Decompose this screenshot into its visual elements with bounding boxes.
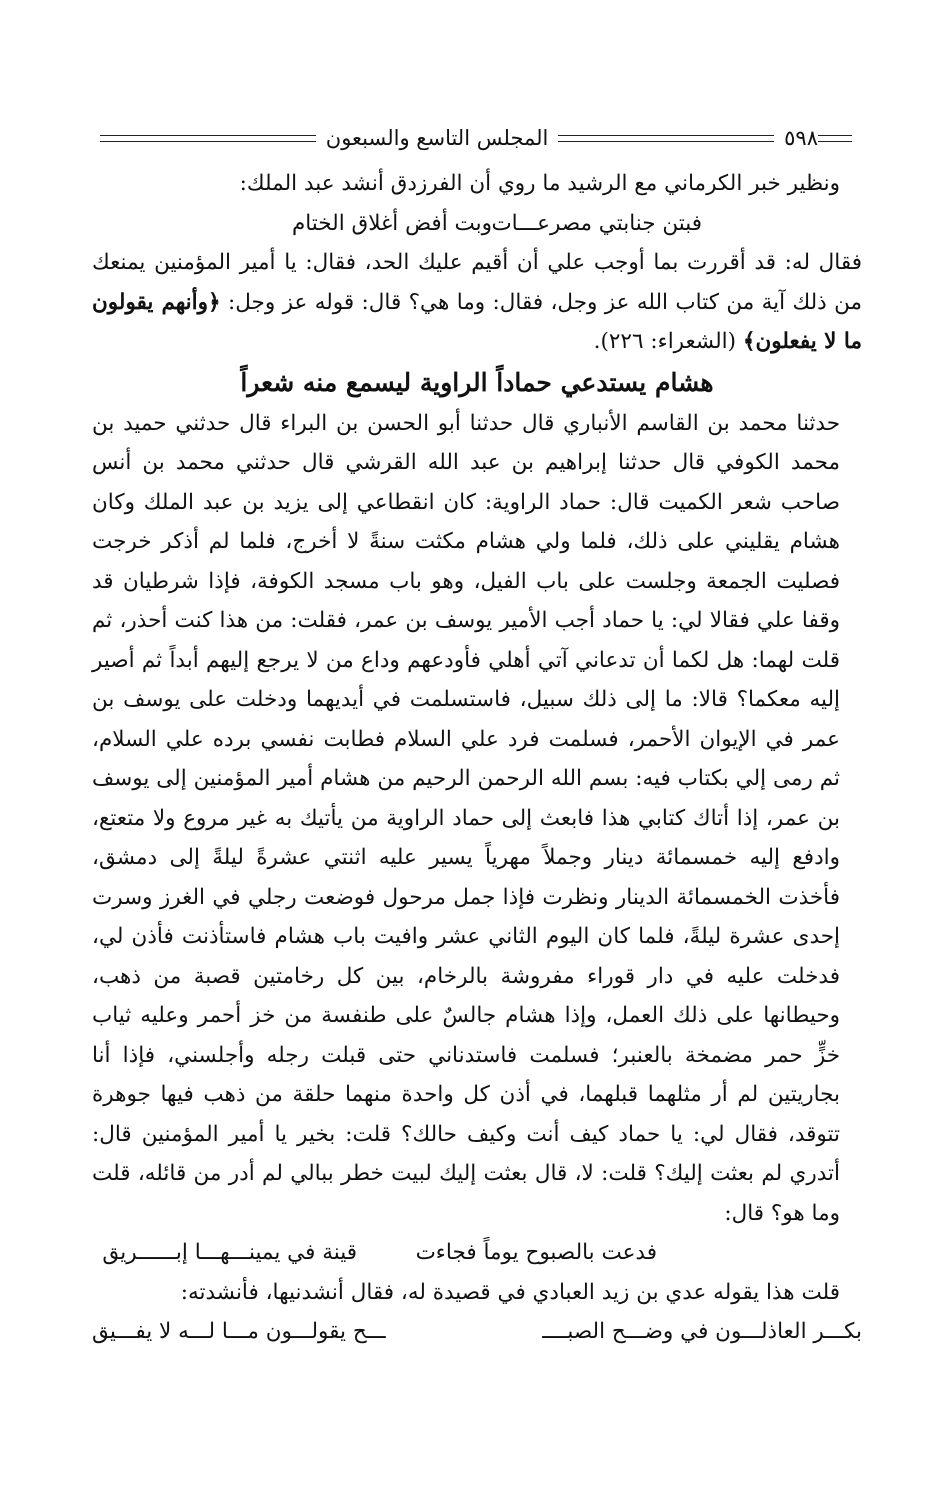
verse-line-2 xyxy=(92,1233,862,1273)
verse-1-first-hemistich: فبتن جنابتي مصرعـــات xyxy=(491,210,702,236)
verse-3-second-hemistich: ـــح يقولـــون مـــا لـــه لا يفـــيق xyxy=(92,1319,386,1344)
running-header xyxy=(90,118,862,158)
body-text xyxy=(92,164,862,1352)
verse-2-second-hemistich: قينة في يمينـــهـــا إبــــــريق xyxy=(102,1240,357,1265)
header-rule-middle xyxy=(558,135,774,142)
page-number: ٥٩٨ xyxy=(784,126,818,150)
paragraph-3: حدثنا محمد بن القاسم الأنباري قال حدثنا أبو الحسن بن البراء قال حدثني حميد بن محمد الكوفي قال حدثنا إبراهيم بن عبد الله القرشي قال حدثني محمد بن أنس صاحب شعر الكميت قال: حماد الراوية: كان انقطاعي إلى يزيد بن عبد الملك وكان هشام يقليني على ذلك، فلما ولي هشام مكثت سنةً لا أخرج، فلما لم أذكر خرجت فصليت الجمعة وجلست على باب الفيل، وهو باب مسجد الكوفة، فإذا شرطيان قد وقفا علي فقالا لي: يا حماد أجب الأمير يوسف بن عمر، فقلت: من هذا كنت أحذر، ثم قلت لهما: هل لكما أن تدعاني آتي أهلي فأودعهم وداع من لا يرجع إليهم أبداً ثم أصير إليه معكما؟ قالا: ما إلى ذلك سبيل، فاستسلمت في أيديهما ودخلت على يوسف بن عمر في الإيوان الأحمر، فسلمت فرد علي السلام فطابت نفسي برده علي السلام، ثم رمى إلي بكتاب فيه: بسم الله الرحمن الرحيم من هشام أمير المؤمنين إلى يوسف بن عمر، إذا أتاك كتابي هذا فابعث إلى حماد الراوية من يأتيك به غير مروع ولا متعتع، وادفع إليه خمسمائة دينار وجملاً مهرياً يسير عليه اثنتي عشرةً ليلةً إلى دمشق، فأخذت الخمسمائة الدينار ونظرت فإذا جمل مرحول فوضعت رجلي في الغرز وسرت إحدى عشرة ليلةً، فلما كان اليوم الثاني عشر وافيت باب هشام فاستأذنت فأذن لي، فدخلت عليه في دار قوراء مفروشة بالرخام، بين كل رخامتين قصبة من ذهب، وحيطانها على ذلك العمل، وإذا هشام جالسٌ على طنفسة من خز أحمر وعليه ثياب خزٍّ حمر مضمخة بالعنبر؛ فسلمت فاستدناني حتى قبلت رجله وأجلسني، فإذا أنا بجاريتين لم أر مثلهما قبلهما، في أذن كل واحدة منهما حلقة من ذهب فيها جوهرة تتوقد، فقال لي: يا حماد كيف أنت وكيف حالك؟ قلت: بخير يا أمير المؤمنين قال: أتدري لم بعثت إليك؟ قلت: لا، قال بعثت إليك لبيت خطر ببالي لم أدر من قائله، قلت وما هو؟ قال: xyxy=(92,410,840,1226)
verse-2-first-hemistich: فدعت بالصبوح يوماً فجاءت xyxy=(415,1240,657,1265)
header-rule-right xyxy=(818,135,852,142)
header-rule-left xyxy=(100,135,316,142)
quran-reference: (الشعراء: ٢٢٦). xyxy=(593,329,743,354)
quran-verse: ﴿وأنهم يقولون ما لا يفعلون﴾ xyxy=(92,289,862,354)
paragraph-4: قلت هذا يقوله عدي بن زيد العبادي في قصيدة له، فقال أنشدنيها، فأنشدته: xyxy=(180,1279,840,1305)
paragraph-2-text: فقال له: قد أقررت بما أوجب علي أن أقيم عليك الحد، فقال: يا أمير المؤمنين يمنعك من ذلك آية من كتاب الله عز وجل، فقال: وما هي؟ قال: قوله عز وجل: xyxy=(92,250,863,315)
paragraph-2 xyxy=(92,243,862,362)
paragraph-1: ونظير خبر الكرماني مع الرشيد ما روي أن الفرزدق أنشد عبد الملك: xyxy=(239,171,840,196)
chapter-title: المجلس التاسع والسبعون xyxy=(325,126,549,150)
verse-line-1 xyxy=(92,204,862,244)
section-heading: هشام يستدعي حماداً الراوية ليسمع منه شعراً xyxy=(240,367,714,397)
verse-line-3 xyxy=(92,1312,862,1352)
verse-1-second-hemistich: وبت أفض أغلاق الختام xyxy=(291,210,492,236)
verse-3-first-hemistich: بكـــر العاذلـــون في وضـــح الصبــــ xyxy=(542,1319,862,1344)
